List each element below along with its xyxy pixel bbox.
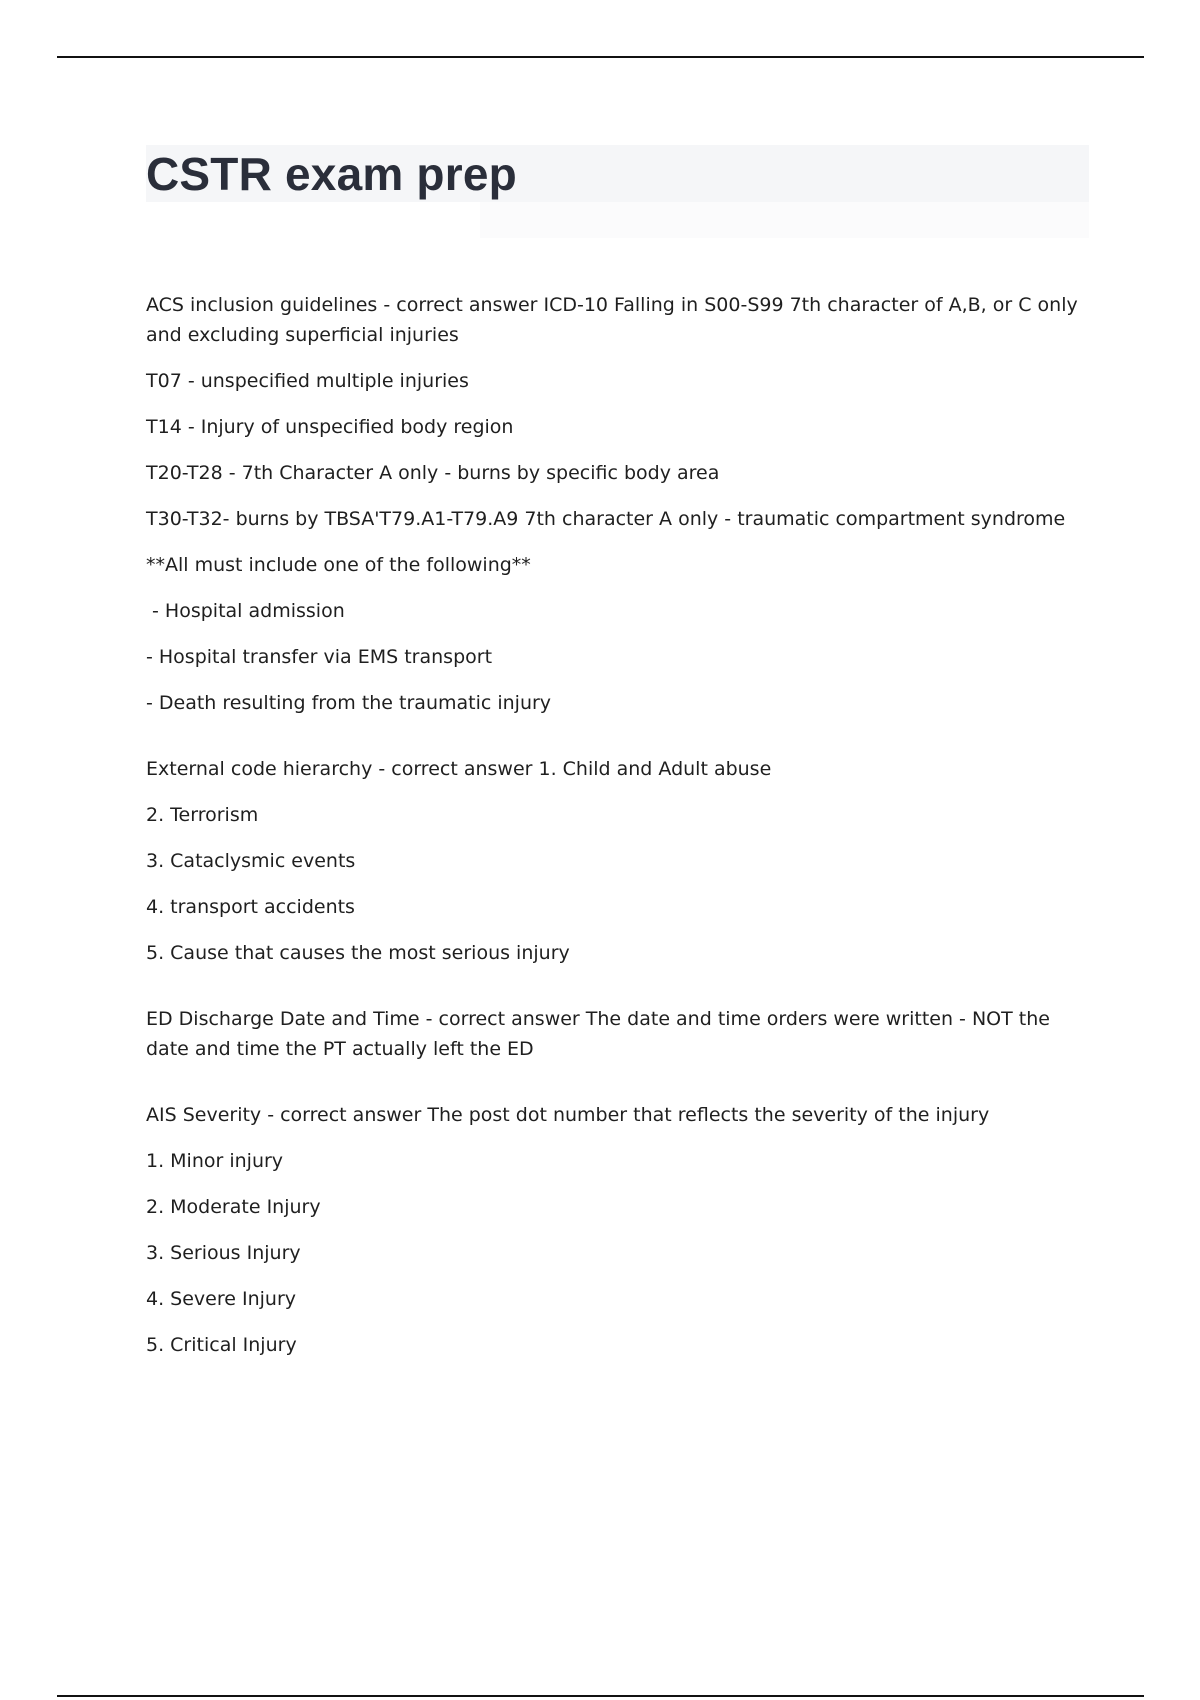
qa-line: 2. Moderate Injury <box>146 1196 321 1218</box>
qa-line: 5. Cause that causes the most serious injury <box>146 942 570 964</box>
qa-line: AIS Severity - correct answer The post dot number that reflects the severity of the injury <box>146 1104 990 1126</box>
qa-line: T14 - Injury of unspecified body region <box>146 416 514 438</box>
qa-line: - Hospital transfer via EMS transport <box>146 646 493 668</box>
qa-line: - Hospital admission <box>146 600 345 622</box>
qa-line: T30-T32- burns by TBSA'T79.A1-T79.A9 7th character A only - traumatic compartment syndrome <box>146 508 1066 530</box>
document-body <box>146 290 1091 1396</box>
section-ais-severity <box>146 1100 1091 1360</box>
section-acs-inclusion <box>146 290 1091 718</box>
qa-line: External code hierarchy - correct answer 1. Child and Adult abuse <box>146 758 772 780</box>
page-title: CSTR exam prep <box>146 148 517 200</box>
qa-line: 3. Cataclysmic events <box>146 850 356 872</box>
title-band-shadow <box>480 202 1089 238</box>
section-external-code-hierarchy <box>146 754 1091 968</box>
qa-line: 3. Serious Injury <box>146 1242 301 1264</box>
bottom-rule <box>57 1695 1144 1697</box>
qa-line: T20-T28 - 7th Character A only - burns by specific body area <box>146 462 720 484</box>
qa-line: 5. Critical Injury <box>146 1334 297 1356</box>
qa-line: 4. Severe Injury <box>146 1288 296 1310</box>
qa-line: **All must include one of the following** <box>146 554 531 576</box>
top-rule <box>57 56 1144 58</box>
qa-line: 4. transport accidents <box>146 896 355 918</box>
qa-line: ED Discharge Date and Time - correct answer The date and time orders were written - NOT the date and time the PT actually left the ED <box>146 1008 1050 1060</box>
qa-line: ACS inclusion guidelines - correct answer ICD-10 Falling in S00-S99 7th character of A,B, or C only and excluding superficial injuries <box>146 294 1078 346</box>
section-ed-discharge <box>146 1004 1091 1064</box>
qa-line: 2. Terrorism <box>146 804 259 826</box>
qa-line: - Death resulting from the traumatic injury <box>146 692 552 714</box>
qa-line: T07 - unspecified multiple injuries <box>146 370 469 392</box>
qa-line: 1. Minor injury <box>146 1150 284 1172</box>
